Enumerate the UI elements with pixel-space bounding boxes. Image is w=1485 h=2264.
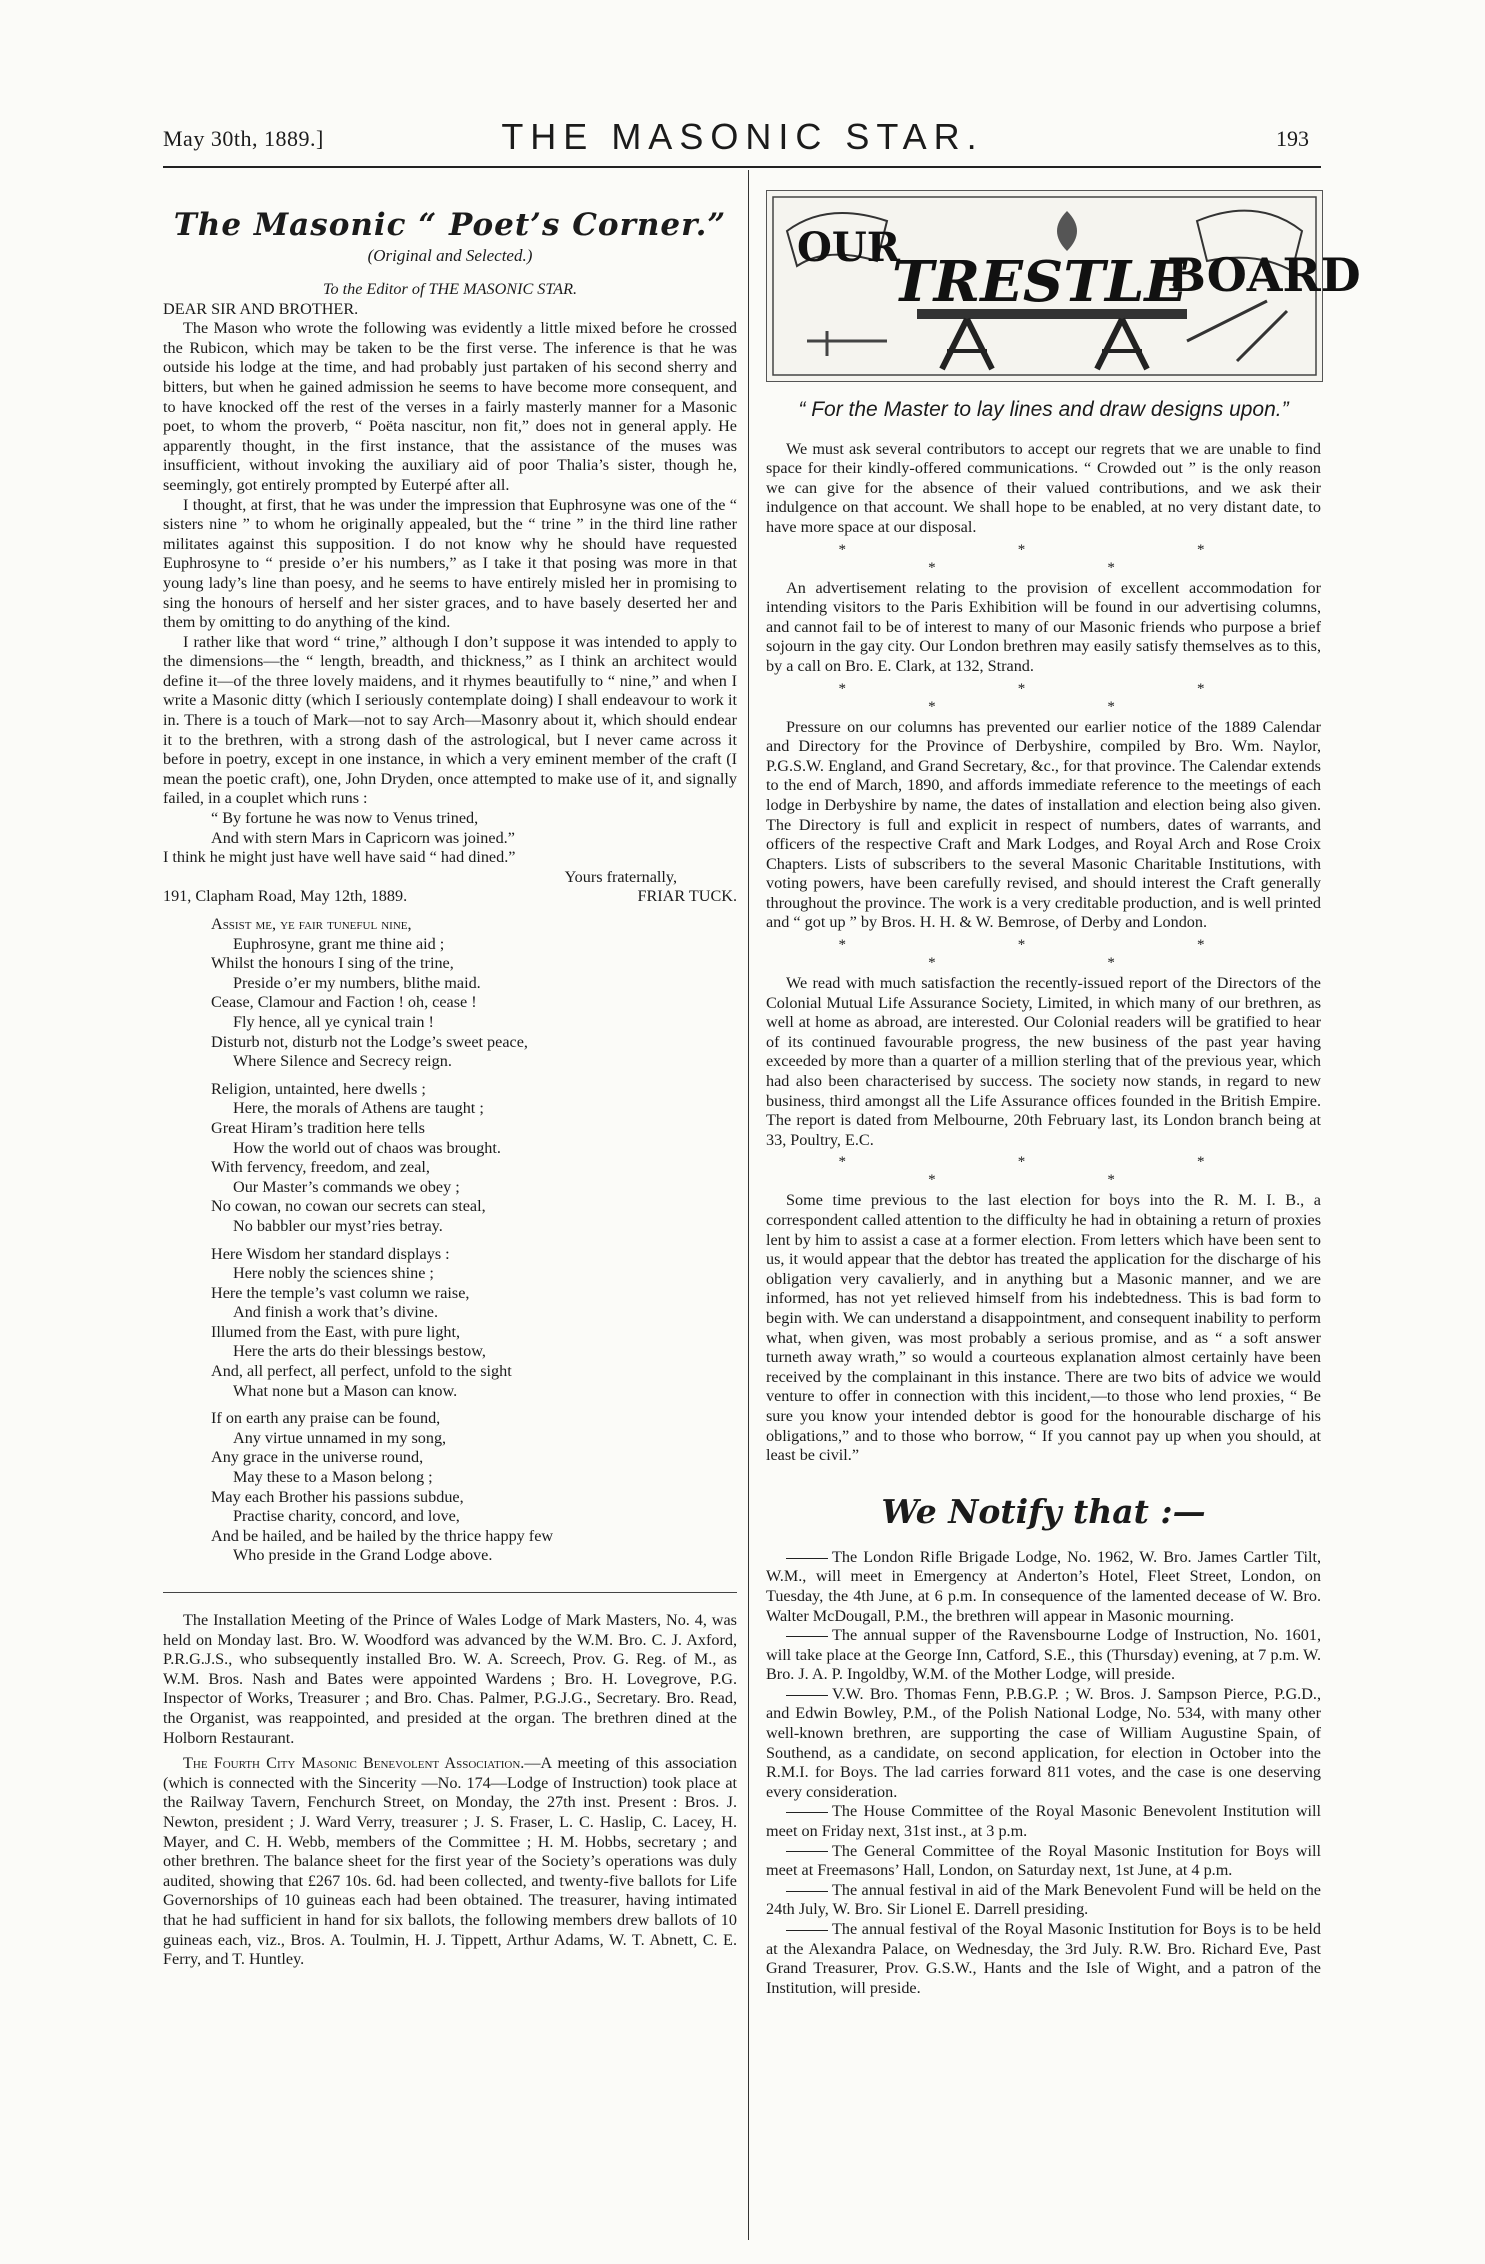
poem-line: With fervency, freedom, and zeal, [211, 1158, 430, 1177]
poem-line: Preside o’er my numbers, blithe maid. [233, 973, 481, 992]
letter-paragraph: The Mason who wrote the following was evidently a little mixed before he crossed the Rubicon, which may be taken to be the first verse. The inference is that he was outside his lodge at the time, and had probably just partaken of his second sherry and bitters, but when he gained admission he seems to have become more consequent, and to have knocked off the rest of the verses in a fairly masterly manner for a Masonic poet, to whom the proverb, “ Poëta nascitur, non fit,” does not in general apply. He apparently thought, in the first instance, that the assistance of the muses was insufficient, without invoking the auxiliary aid of poor Thalia’s sister, though he, seemingly, got entirely prompted by Euterpé after all. [163, 319, 737, 494]
signature-address: 191, Clapham Road, May 12th, 1889. [163, 887, 408, 906]
poem-line: No babbler our myst’ries betray. [233, 1216, 443, 1235]
notice-text: The London Rifle Brigade Lodge, No. 1962, W. Bro. James Cartler Tilt, W.M., will meet in Emergency at Anderton’s Hotel, Fleet Street, London, on Tuesday, the 4th June, at 6 p.m. In consequence of the lamented decease of W. Bro. Walter McDougall, P.M., the brethren will appear in Masonic mourning. [766, 1547, 1321, 1625]
poem-stanza [163, 1409, 737, 1566]
poem-line: Any grace in the universe round, [211, 1448, 424, 1467]
poem-line: If on earth any praise can be found, [211, 1409, 441, 1428]
notice-item [766, 1802, 1321, 1841]
trestle-paragraph: We must ask several contributors to accept our regrets that we are unable to find space for their kindly-offered communications. “ Crowded out ” is the only reason we can give for the absence of their valued contributions, and we ask their indulgence on that account. We shall hope to be enabled, at no very distant date, to have more space at our disposal. [766, 439, 1321, 536]
letter-paragraph: I rather like that word “ trine,” although I don’t suppose it was intended to apply to the dimensions—the “ length, breadth, and thickness,” as I think an architect would define it—of the three lovely maidens, and it rhymes beautifully to “ nine,” and when I write a Masonic ditty (which I seriously contemplate doing) I shall endeavour to work it in. There is a touch of Mark—not to say Arch—Masonry about it, which should endear it to the brethren, with a strong dash of the astrological, but I never came across it before in poetry, except in one instance, in which a very eminent member of the craft (I mean the poetic craft), one, John Dryden, once attempted to make use of it, and signally failed, in a couplet which runs : [163, 632, 737, 808]
poem-line: Who preside in the Grand Lodge above. [233, 1546, 493, 1565]
quote-line: And with stern Mars in Capricorn was joined.” [211, 828, 515, 847]
issue-date: May 30th, 1889.] [163, 126, 324, 151]
poem-line: Euphrosyne, grant me thine aid ; [233, 934, 445, 953]
notice-text: The annual supper of the Ravensbourne Lodge of Instruction, No. 1601, will take place at the George Inn, Catford, S.E., this (Thursday) evening, at 7 p.m. W. Bro. J. A. P. Ingoldby, W.M. of the Mother Lodge, will preside. [766, 1626, 1321, 1684]
poem-line: Cease, Clamour and Faction ! oh, cease ! [211, 993, 477, 1012]
banner-text: BOARD [1167, 248, 1361, 302]
banner-caption: “ For the Master to lay lines and draw designs upon.” [798, 398, 1289, 421]
poem-line: And, all perfect, all perfect, unfold to the sight [211, 1362, 512, 1381]
banner-text: TRESTLE [892, 249, 1188, 315]
poem-line: Illumed from the East, with pure light, [211, 1322, 461, 1341]
letter-paragraph: I think he might just have well have said “ had dined.” [163, 848, 516, 867]
dash-rule [786, 1812, 828, 1813]
notice-text: The annual festival in aid of the Mark Benevolent Fund will be held on the 24th July, W. Bro. Sir Lionel E. Darrell presiding. [766, 1880, 1321, 1919]
poem-line: May these to a Mason belong ; [233, 1468, 433, 1487]
poem-line: Here the arts do their blessings bestow, [233, 1342, 486, 1361]
poem-line: Practise charity, concord, and love, [233, 1507, 460, 1526]
quote-line: “ By fortune he was now to Venus trined, [211, 809, 479, 828]
poem-stanza [163, 915, 737, 1072]
notify-title: We Notify that :— [881, 1491, 1206, 1531]
page-number: 193 [1276, 126, 1309, 151]
poem-line: Our Master’s commands we obey ; [233, 1177, 460, 1196]
poem-line: Here, the morals of Athens are taught ; [233, 1099, 484, 1118]
poem-line: And finish a work that’s divine. [233, 1303, 439, 1322]
dash-rule [786, 1695, 828, 1696]
installation-paragraph: The Installation Meeting of the Prince of Wales Lodge of Mark Masters, No. 4, was held on Monday last. Bro. W. Woodford was advanced by the W.M. Bro. C. J. Axford, P.R.G.J.S., who subsequently installed Bro. W. A. Screech, Prov. G. Reg. of M., as W.M. Bros. Nash and Bates were appointed Wardens ; Bro. H. Lovegrove, P.G. Inspector of Works, Treasurer ; and Bro. Chas. Palmer, P.G.J.G., Secretary. Bro. Read, the Organist, was reappointed, and presided at the organ. The brethren dined at the Holborn Restaurant. [163, 1611, 737, 1747]
notice-text: V.W. Bro. Thomas Fenn, P.B.G.P. ; W. Bros. J. Sampson Pierce, P.G.D., and Edwin Bowley, P.M., of the Polish National Lodge, No. 534, with many other well-known brethren, are supporting the case of William Augustine Spain, of Southend, as a candidate, on second application, for election in October into the R.M.I. for Boys. The lad carries forward 811 votes, and the case is one deserving every consideration. [766, 1684, 1321, 1801]
notice-item [766, 1842, 1321, 1881]
trestle-board-banner [766, 190, 1361, 382]
poem-line: Fly hence, all ye cynical train ! [233, 1012, 434, 1031]
poets-corner-title: The Masonic “ Poet’s Corner.” [173, 207, 727, 243]
right-column [766, 180, 1361, 1998]
notice-text: The House Committee of the Royal Masonic Benevolent Institution will meet on Friday next, 31st inst., at 3 p.m. [766, 1802, 1321, 1841]
poem [163, 915, 737, 1566]
poem-line: Great Hiram’s tradition here tells [211, 1118, 425, 1137]
fourth-city-heading: The Fourth City Masonic Benevolent Association. [183, 1754, 525, 1773]
notice-item [766, 1920, 1321, 1998]
poem-stanza [163, 1245, 737, 1402]
stanza-gap [163, 1237, 737, 1245]
header-rule [163, 166, 1321, 168]
poem-line: Religion, untainted, here dwells ; [211, 1079, 426, 1098]
salutation: DEAR SIR AND BROTHER. [163, 299, 359, 318]
closing-line: Yours fraternally, [564, 867, 677, 886]
dash-rule [786, 1930, 828, 1931]
poem-line: How the world out of chaos was brought. [233, 1138, 501, 1157]
stanza-gap [163, 1401, 737, 1409]
poem-line: Here nobly the sciences shine ; [233, 1264, 434, 1283]
trestle-paragraph: An advertisement relating to the provision of excellent accommodation for intending visitors to the Paris Exhibition will be found in our advertising columns, and cannot fail to be of interest to many of our Masonic friends who purpose a brief sojourn in the gay city. Our London brethren may easily satisfy themselves as to this, by a call on Bro. E. Clark, at 132, Strand. [766, 578, 1321, 675]
poem-line: Disturb not, disturb not the Lodge’s sweet peace, [211, 1032, 528, 1051]
poem-line: Where Silence and Secrecy reign. [233, 1052, 452, 1071]
banner-text: OUR [797, 224, 900, 271]
page-header [0, 0, 1485, 157]
poem-line: Whilst the honours I sing of the trine, [211, 954, 454, 973]
trestle-paragraph: Some time previous to the last election for boys into the R. M. I. B., a correspondent called attention to the difficulty he had in obtaining a return of proxies lent by him to assist a case at a former election. From letters which have been sent to us, it would appear that the debtor has treated the application for the discharge of his obligation very cavalierly, and in anything but a Masonic manner, and we are informed, has not yet relieved himself from his indebtedness. This is bad form to begin with. We can understand a disappointment, and consequent inability to perform what, when given, was most probably a serious promise, and as “ a soft answer turneth away wrath,” so would a courteous explanation almost certainly have been received by the complainant in this instance. There are two bits of advice we would venture to offer in connection with this incident,—to those who lend proxies, “ Be sure you know your intended debtor is good for the honourable discharge of his obligations,” and to those who borrow, “ If you cannot pay up when you should, at least be civil.” [766, 1191, 1321, 1465]
poem-stanza [163, 1080, 737, 1237]
dash-rule [786, 1851, 828, 1852]
trestle-board-illustration [767, 191, 1361, 381]
trestle-paragraph: We read with much satisfaction the recently-issued report of the Directors of the Colonial Mutual Life Assurance Society, Limited, in which many of our brethren, as well at home as abroad, are interested. Our Colonial readers will be gratified to hear of its continued favourable progress, the new business of the past year having exceeded by more than a quarter of a million sterling that of the previous year, which had also been characterised by success. The society now stands, in regard to new business, third amongst all the Life Assurance offices founded in the British Empire. The report is dated from Melbourne, 20th February last, its London branch being at 33, Poultry, E.C. [766, 974, 1321, 1149]
letter-paragraph: I thought, at first, that he was under the impression that Euphrosyne was one of the “ sisters nine ” to whom he originally appealed, but the “ trine ” in the third line rather militates against this supposition. I do not know why he should have requested Euphrosyne to “ preside o’er his numbers,” as I take it that posing was more in that young lady’s line than poesy, and he seems to have entirely misled her in promising to sing the honours of herself and her sister graces, and to have basely deserted her and them by omitting to do anything of the kind. [163, 495, 737, 632]
left-column [163, 180, 737, 1970]
poets-corner-subtitle: (Original and Selected.) [367, 246, 533, 265]
trestle-paragraph: Pressure on our columns has prevented our earlier notice of the 1889 Calendar and Directory for the Province of Derbyshire, compiled by Bro. Wm. Naylor, P.G.S.W. England, and Grand Secretary, &c., for that province. The Calendar extends to the end of March, 1890, and affords immediate reference to the meetings of each lodge in Derbyshire by name, the dates of installation and election being also given. The Directory is full and explicit in respect of numbers, dates of warrants, and officers of the respective Craft and Mark Lodges, and Royal Arch and Rose Croix Chapters. Lists of subscribers to the several Masonic Charitable Institutions, with voting powers, have been carefully revised, and should interest the Craft generally throughout the province. The work is a very creditable production, and is well printed and “ got up ” by Bros. H. H. & W. Bemrose, of Derby and London. [766, 717, 1321, 932]
separator-stars: * * * * * [838, 541, 1289, 576]
dash-rule [786, 1891, 828, 1892]
fourth-city-body: —A meeting of this association (which is connected with the Sincerity —No. 174—Lodge of Instruction) took place at the Railway Tavern, Fenchurch Street, on Monday, the 27th inst. Present : Bros. J. Newton, president ; J. Ward Verry, treasurer ; J. S. Fraser, L. C. Haslip, C. Lacey, H. Mayer, and C. H. Webb, members of the Committee ; H. M. Hobbs, secretary ; and other brethren. The balance sheet for the first year of the Society’s operations was duly audited, showing that £267 10s. 6d. had been collected, and twenty-five ballots for Life Governorships of 10 guineas each had been obtained. The treasurer, having intimated that he had sufficient in hand for six ballots, the following members drew ballots of 10 guineas each, viz., Bros. A. Toulmin, H. J. Tippett, Arthur Adams, W. T. Abnett, C. E. Ferry, and T. Huntley. [163, 1754, 737, 1969]
poem-line: May each Brother his passions subdue, [211, 1487, 464, 1506]
to-editor-line: To the Editor of THE MASONIC STAR. [322, 280, 578, 298]
signature-line [163, 887, 737, 907]
poem-line: What none but a Mason can know. [233, 1381, 458, 1400]
poem-line: Any virtue unnamed in my song, [233, 1428, 447, 1447]
notice-item [766, 1548, 1321, 1626]
poem-line: No cowan, no cowan our secrets can steal, [211, 1197, 486, 1216]
separator-stars: * * * * * [838, 680, 1289, 715]
notice-item [766, 1685, 1321, 1803]
notice-text: The General Committee of the Royal Masonic Institution for Boys will meet at Freemasons’ Hall, London, on Saturday next, 1st June, at 4 p.m. [766, 1841, 1321, 1880]
poem-line: Here Wisdom her standard displays : [211, 1244, 450, 1263]
dash-rule [786, 1558, 828, 1559]
notice-item [766, 1626, 1321, 1685]
notice-text: The annual festival of the Royal Masonic Institution for Boys is to be held at the Alexandra Palace, on Wednesday, the 3rd July. R.W. Bro. Richard Eve, Past Grand Treasurer, Prov. G.S.W., Hants and the Isle of Wight, and a patron of the Institution, will preside. [766, 1920, 1321, 1997]
fourth-city-paragraph [163, 1754, 737, 1970]
separator-stars: * * * * * [838, 937, 1289, 972]
signature-name: FRIAR TUCK. [637, 887, 737, 906]
stanza-gap [163, 1072, 737, 1080]
poem-line: Here the temple’s vast column we raise, [211, 1283, 470, 1302]
masthead-title: THE MASONIC STAR. [501, 116, 984, 157]
poem-line: Assist me, ye fair tuneful nine, [211, 915, 412, 933]
separator-stars: * * * * * [838, 1154, 1289, 1189]
dash-rule [786, 1636, 828, 1637]
notice-item [766, 1881, 1321, 1920]
section-rule [163, 1592, 737, 1593]
poem-line: And be hailed, and be hailed by the thrice happy few [211, 1526, 554, 1545]
column-divider [748, 170, 749, 2240]
